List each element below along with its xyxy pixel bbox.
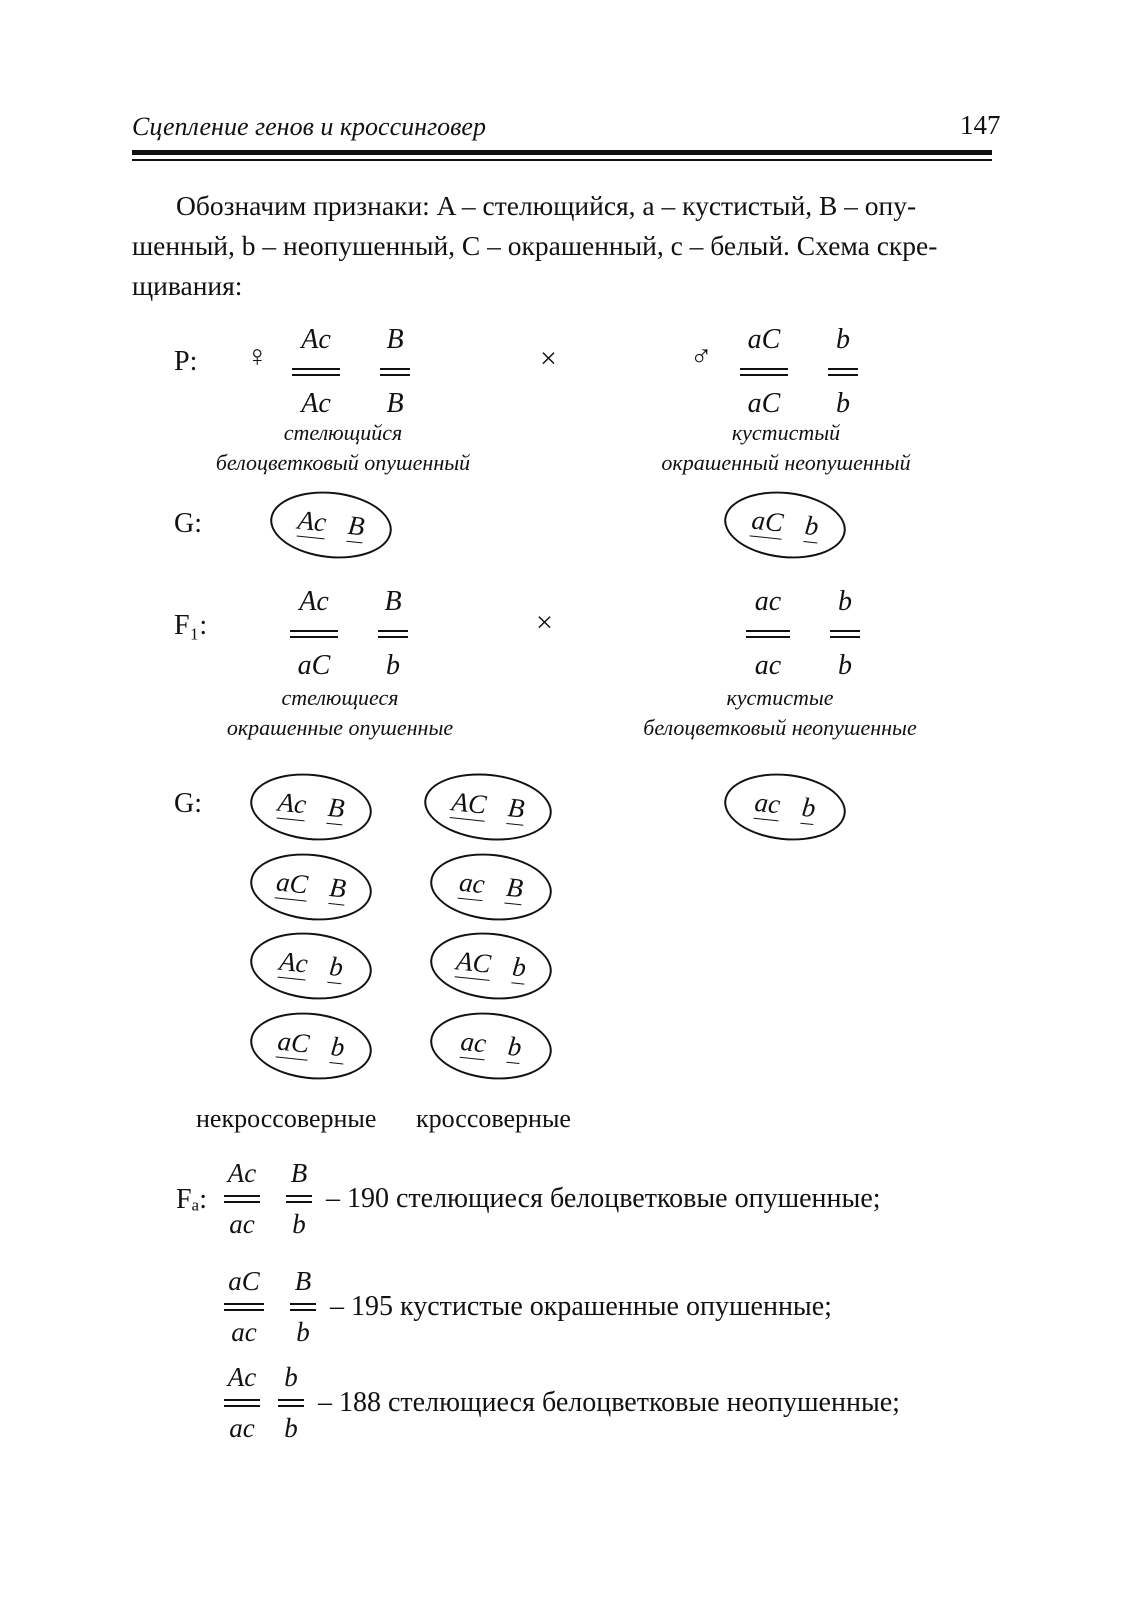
genotype-fraction: Ac ac xyxy=(224,1364,260,1442)
female-icon: ♀ xyxy=(246,340,269,373)
genotype-fraction: aC ac xyxy=(224,1268,264,1346)
label-fa: Fₐ: xyxy=(176,1184,208,1215)
genotype-fraction: Ac ac xyxy=(224,1160,260,1238)
intro-line: Обозначим признаки: A – стелющийся, a – кустистый, B – опу- xyxy=(176,190,917,221)
genotype-fraction: aC aC xyxy=(740,326,788,418)
page-number: 147 xyxy=(960,110,1001,140)
genotype-fraction: b b xyxy=(830,588,860,680)
gamete-crossover: AC b xyxy=(427,927,555,1005)
genotype-fraction: ac ac xyxy=(746,588,790,680)
header-rule-thin xyxy=(132,159,992,161)
label-g: G: xyxy=(174,788,202,819)
intro-line: шенный, b – неопушенный, C – окрашенный, c – белый. Схема скре- xyxy=(132,230,938,261)
fa-genotype xyxy=(224,1268,316,1346)
genotype-fraction: b b xyxy=(278,1364,304,1442)
fa-result-text: – 195 кустистые окрашенные опушенные; xyxy=(330,1291,832,1322)
fa-genotype xyxy=(224,1364,304,1442)
fa-result-text: – 190 стелющиеся белоцветковые опушенные; xyxy=(326,1183,881,1214)
intro-paragraph xyxy=(132,186,992,306)
genotype-fraction: B b xyxy=(378,588,408,680)
female-phenotype: стелющийся белоцветковый опушенный xyxy=(215,420,471,475)
gamete-crossover: AC B xyxy=(421,767,555,846)
tester-genotype xyxy=(746,588,860,680)
genotype-fraction: b b xyxy=(828,326,858,418)
female-genotype xyxy=(292,326,410,418)
cross-sign: × xyxy=(540,342,557,375)
genotype-fraction: Ac aC xyxy=(290,588,338,680)
category-noncrossover: некроссоверные xyxy=(196,1104,377,1133)
fa-genotype xyxy=(224,1160,312,1238)
gamete: aC b xyxy=(721,486,849,564)
gamete-crossover: ac b xyxy=(427,1007,555,1085)
genotype-fraction: B B xyxy=(380,326,410,418)
gamete-tester: ac b xyxy=(721,768,849,846)
genotype-fraction: B b xyxy=(286,1160,312,1238)
genotype-fraction: Ac Ac xyxy=(292,326,340,418)
f1-genotype xyxy=(290,588,408,680)
label-f1: F₁: xyxy=(174,610,208,641)
running-header: Сцепление генов и кроссинговер xyxy=(132,112,486,141)
tester-phenotype: кустистые белоцветковый неопушенные xyxy=(643,685,917,740)
gamete: Ac B xyxy=(267,486,395,564)
cross-sign: × xyxy=(536,606,553,639)
f1-phenotype: стелющиеся окрашенные опушенные xyxy=(226,685,454,740)
label-p: P: xyxy=(174,346,198,377)
gamete-noncrossover: Ac B xyxy=(247,768,375,846)
fa-result-row xyxy=(224,1364,900,1442)
male-genotype xyxy=(740,326,858,418)
male-icon: ♂ xyxy=(690,340,713,373)
gamete-noncrossover: aC b xyxy=(247,1007,375,1085)
fa-result-row xyxy=(224,1268,832,1346)
intro-line: щивания: xyxy=(132,270,243,301)
fa-result-row xyxy=(224,1160,881,1238)
header-rule-thick xyxy=(132,150,992,155)
gamete-noncrossover: Ac b xyxy=(247,927,375,1005)
gamete-noncrossover: aC B xyxy=(247,848,375,926)
fa-result-text: – 188 стелющиеся белоцветковые неопушенные; xyxy=(318,1387,900,1418)
label-g: G: xyxy=(174,508,202,539)
genotype-fraction: B b xyxy=(290,1268,316,1346)
male-phenotype: кустистый окрашенный неопушенный xyxy=(661,420,911,475)
gamete-crossover: ac B xyxy=(427,848,555,926)
category-crossover: кроссоверные xyxy=(416,1104,571,1133)
